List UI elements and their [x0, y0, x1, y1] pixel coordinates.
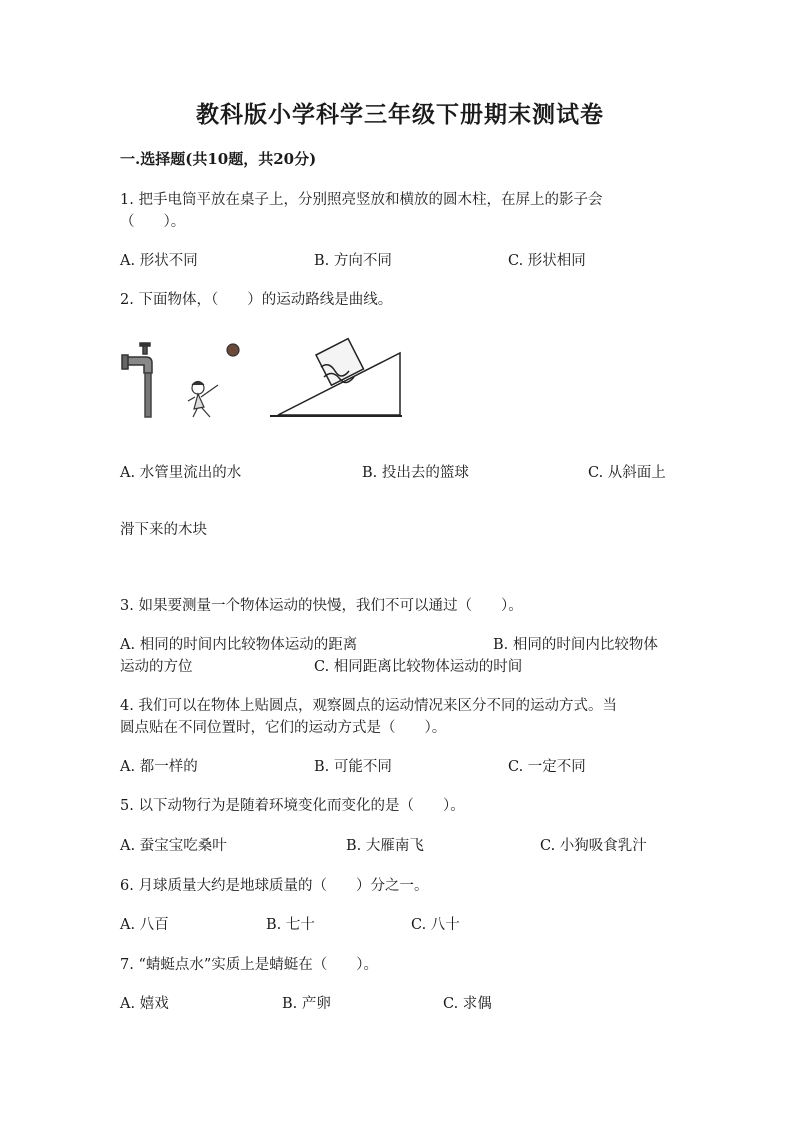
- q4-option-a: A. 都一样的: [120, 759, 198, 775]
- q2-option-c: C. 从斜面上: [588, 465, 666, 481]
- question-4-text: 4. 我们可以在物体上贴圆点，观察圆点的运动情况来区分不同的运动方式。当: [120, 698, 617, 714]
- q1-option-c: C. 形状相同: [508, 253, 586, 269]
- q6-option-b: B. 七十: [266, 917, 315, 933]
- q2-figure: [118, 335, 418, 425]
- q7-option-c: C. 求偶: [443, 996, 492, 1012]
- question-3-text: 3. 如果要测量一个物体运动的快慢，我们不可以通过（ ）。: [120, 598, 523, 614]
- q7-option-b: B. 产卵: [282, 996, 331, 1012]
- q6-option-c: C. 八十: [411, 917, 460, 933]
- q6-option-a: A. 八百: [120, 917, 169, 933]
- q7-option-a: A. 嬉戏: [120, 996, 169, 1012]
- incline-block-icon: [270, 339, 402, 416]
- page-title: 教科版小学科学三年级下册期末测试卷: [196, 101, 604, 128]
- question-7-text: 7. “蜻蜓点水”实质上是蜻蜓在（ ）。: [120, 957, 379, 973]
- q5-option-c: C. 小狗吸食乳汁: [540, 838, 647, 854]
- faucet-icon: [122, 343, 152, 417]
- q1-option-a: A. 形状不同: [120, 253, 198, 269]
- q2-option-b: B. 投出去的篮球: [362, 465, 469, 481]
- question-1-text-cont: （ ）。: [120, 214, 186, 230]
- q5-option-a: A. 蚕宝宝吃桑叶: [120, 838, 227, 854]
- q5-option-b: B. 大雁南飞: [346, 838, 424, 854]
- q4-option-c: C. 一定不同: [508, 759, 586, 775]
- question-1-text: 1. 把手电筒平放在桌子上，分别照亮竖放和横放的圆木柱，在屏上的影子会: [120, 192, 603, 208]
- q3-option-b-cont: 运动的方位: [120, 659, 193, 675]
- question-4-text-cont: 圆点贴在不同位置时，它们的运动方式是（ ）。: [120, 720, 447, 736]
- q3-option-c: C. 相同距离比较物体运动的时间: [314, 659, 523, 675]
- girl-throwing-ball-icon: [188, 344, 239, 417]
- q3-option-a: A. 相同的时间内比较物体运动的距离: [120, 637, 358, 653]
- section-heading: 一.选择题(共10题，共20分): [120, 150, 317, 168]
- q3-option-b: B. 相同的时间内比较物体: [493, 637, 658, 653]
- q2-option-c-cont: 滑下来的木块: [120, 522, 207, 538]
- question-5-text: 5. 以下动物行为是随着环境变化而变化的是（ ）。: [120, 798, 465, 814]
- question-6-text: 6. 月球质量大约是地球质量的（ ）分之一。: [120, 878, 429, 894]
- q1-option-b: B. 方向不同: [314, 253, 392, 269]
- q4-option-b: B. 可能不同: [314, 759, 392, 775]
- q2-option-a: A. 水管里流出的水: [120, 465, 242, 481]
- question-2-text: 2. 下面物体，（ ）的运动路线是曲线。: [120, 292, 393, 308]
